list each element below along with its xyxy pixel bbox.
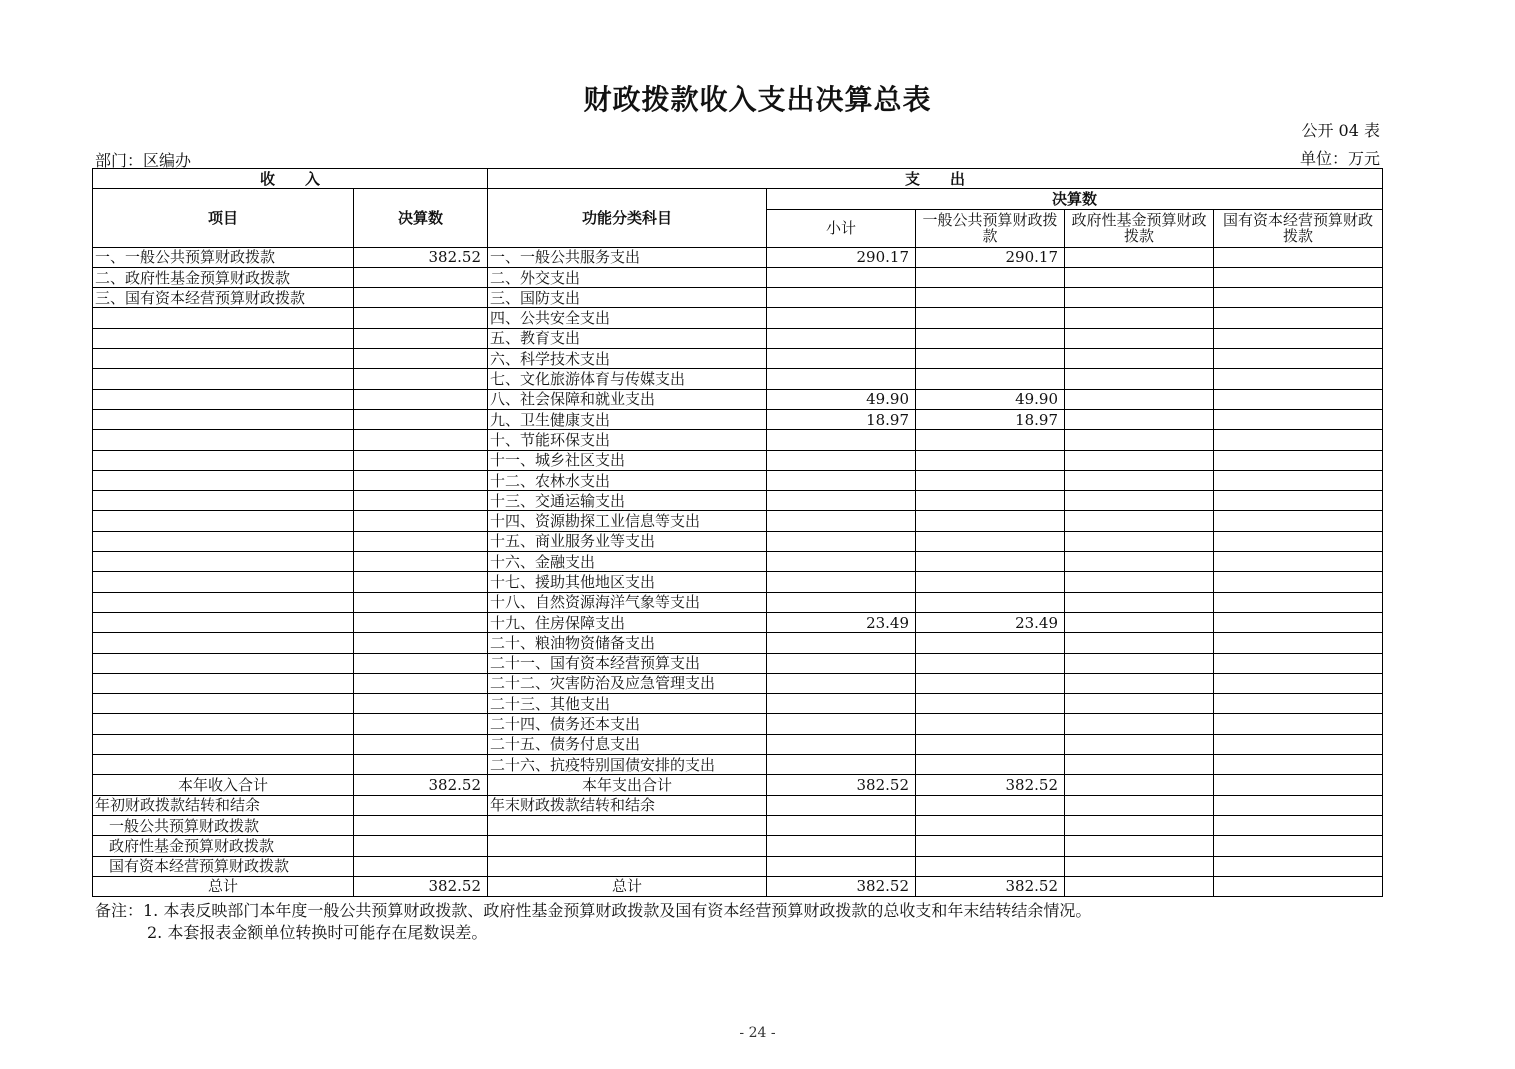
table-cell — [1214, 572, 1383, 592]
table-cell — [767, 349, 916, 369]
table-cell — [1065, 267, 1214, 287]
table-cell: 23.49 — [767, 612, 916, 632]
table-row — [93, 328, 1383, 348]
table-row — [93, 694, 1383, 714]
table-cell — [1214, 531, 1383, 551]
table-cell: 二、外交支出 — [488, 267, 767, 287]
table-cell — [354, 694, 488, 714]
table-cell — [916, 328, 1065, 348]
table-cell — [1065, 734, 1214, 754]
table-cell — [93, 450, 354, 470]
table-cell — [93, 511, 354, 531]
table-cell — [93, 612, 354, 632]
table-cell — [354, 592, 488, 612]
table-cell — [354, 755, 488, 775]
note-2: 2. 本套报表金额单位转换时可能存在尾数误差。 — [147, 923, 488, 942]
table-row — [93, 267, 1383, 287]
table-cell: 382.52 — [916, 775, 1065, 795]
table-cell — [767, 673, 916, 693]
table-cell — [1065, 389, 1214, 409]
table-cell — [93, 653, 354, 673]
table-cell: 十八、自然资源海洋气象等支出 — [488, 592, 767, 612]
table-cell — [916, 795, 1065, 815]
table-cell — [1065, 450, 1214, 470]
table-row — [93, 450, 1383, 470]
table-cell — [1214, 247, 1383, 267]
table-cell — [354, 328, 488, 348]
general-header: 一般公共预算财政拨款 — [916, 209, 1065, 247]
table-cell — [916, 714, 1065, 734]
table-row — [93, 288, 1383, 308]
table-cell — [354, 653, 488, 673]
table-cell: 382.52 — [916, 876, 1065, 896]
table-row — [93, 531, 1383, 551]
table-cell: 九、卫生健康支出 — [488, 409, 767, 429]
table-cell — [1065, 288, 1214, 308]
table-cell — [1065, 694, 1214, 714]
table-cell — [1065, 430, 1214, 450]
table-cell — [916, 531, 1065, 551]
table-cell — [767, 836, 916, 856]
table-cell — [767, 714, 916, 734]
table-cell — [916, 633, 1065, 653]
table-cell — [1214, 815, 1383, 835]
table-cell: 290.17 — [767, 247, 916, 267]
table-cell — [93, 470, 354, 490]
table-cell — [1065, 308, 1214, 328]
table-cell — [916, 694, 1065, 714]
unit-label: 单位：万元 — [1299, 149, 1380, 168]
table-cell — [1214, 308, 1383, 328]
table-cell — [916, 592, 1065, 612]
table-cell — [767, 328, 916, 348]
table-cell — [354, 552, 488, 572]
table-cell — [916, 369, 1065, 389]
table-cell — [93, 673, 354, 693]
table-row — [93, 389, 1383, 409]
table-cell — [767, 633, 916, 653]
table-cell — [767, 288, 916, 308]
table-cell — [93, 491, 354, 511]
table-cell — [916, 308, 1065, 328]
table-cell: 十六、金融支出 — [488, 552, 767, 572]
table-cell — [1214, 876, 1383, 896]
table-cell — [1065, 775, 1214, 795]
table-row — [93, 369, 1383, 389]
table-cell — [1214, 775, 1383, 795]
table-row — [93, 247, 1383, 267]
subtotal-header: 小计 — [767, 209, 916, 247]
table-cell — [1065, 876, 1214, 896]
table-row — [93, 491, 1383, 511]
table-cell — [1214, 836, 1383, 856]
fund-header: 政府性基金预算财政拨款 — [1065, 209, 1214, 247]
table-row — [93, 470, 1383, 490]
table-cell — [354, 815, 488, 835]
item-header: 项目 — [93, 189, 354, 247]
table-cell: 382.52 — [767, 876, 916, 896]
table-cell: 十、节能环保支出 — [488, 430, 767, 450]
table-cell — [916, 267, 1065, 287]
table-cell: 十五、商业服务业等支出 — [488, 531, 767, 551]
table-cell — [916, 673, 1065, 693]
table-cell — [488, 836, 767, 856]
table-cell — [767, 491, 916, 511]
table-row — [93, 572, 1383, 592]
table-cell — [1214, 755, 1383, 775]
table-cell: 二十三、其他支出 — [488, 694, 767, 714]
table-cell — [1214, 592, 1383, 612]
table-cell: 十二、农林水支出 — [488, 470, 767, 490]
table-cell — [93, 349, 354, 369]
table-cell — [1214, 612, 1383, 632]
table-cell: 五、教育支出 — [488, 328, 767, 348]
table-row — [93, 714, 1383, 734]
table-cell — [916, 470, 1065, 490]
table-cell — [354, 369, 488, 389]
table-cell — [354, 308, 488, 328]
table-cell — [1065, 714, 1214, 734]
table-cell: 二十四、债务还本支出 — [488, 714, 767, 734]
table-cell — [1214, 470, 1383, 490]
table-cell: 十一、城乡社区支出 — [488, 450, 767, 470]
table-cell: 二十五、债务付息支出 — [488, 734, 767, 754]
table-cell: 本年支出合计 — [488, 775, 767, 795]
table-cell — [767, 734, 916, 754]
table-cell — [1065, 673, 1214, 693]
table-cell: 18.97 — [916, 409, 1065, 429]
table-cell: 382.52 — [354, 247, 488, 267]
table-cell — [767, 531, 916, 551]
table-cell — [93, 430, 354, 450]
table-cell — [354, 795, 488, 815]
table-cell: 总计 — [93, 876, 354, 896]
table-cell: 十九、住房保障支出 — [488, 612, 767, 632]
table-cell — [1065, 653, 1214, 673]
table-cell: 一、一般公共预算财政拨款 — [93, 247, 354, 267]
table-cell — [354, 389, 488, 409]
table-cell — [767, 369, 916, 389]
table-cell — [354, 470, 488, 490]
table-cell — [1065, 531, 1214, 551]
table-cell — [354, 288, 488, 308]
table-row — [93, 755, 1383, 775]
table-cell — [767, 815, 916, 835]
table-row — [93, 592, 1383, 612]
table-cell — [93, 389, 354, 409]
page-title: 财政拨款收入支出决算总表 — [583, 83, 932, 116]
table-cell — [916, 815, 1065, 835]
table-cell: 六、科学技术支出 — [488, 349, 767, 369]
table-cell — [1214, 430, 1383, 450]
table-cell — [93, 633, 354, 653]
table-row — [93, 775, 1383, 795]
table-cell — [354, 612, 488, 632]
table-cell: 年初财政拨款结转和结余 — [93, 795, 354, 815]
table-row — [93, 815, 1383, 835]
table-cell — [93, 734, 354, 754]
table-row — [93, 876, 1383, 896]
table-cell — [767, 592, 916, 612]
table-cell — [1214, 734, 1383, 754]
table-cell: 二、政府性基金预算财政拨款 — [93, 267, 354, 287]
table-cell — [1065, 470, 1214, 490]
table-cell — [916, 450, 1065, 470]
table-cell — [1214, 288, 1383, 308]
table-cell: 18.97 — [767, 409, 916, 429]
table-cell — [93, 592, 354, 612]
table-cell — [1214, 552, 1383, 572]
final-header: 决算数 — [767, 189, 1383, 209]
amount-header: 决算数 — [354, 189, 488, 247]
table-cell — [354, 714, 488, 734]
table-cell — [1214, 673, 1383, 693]
table-cell: 49.90 — [916, 389, 1065, 409]
table-cell — [354, 734, 488, 754]
table-cell — [1214, 694, 1383, 714]
table-cell — [1214, 389, 1383, 409]
table-row — [93, 734, 1383, 754]
table-cell — [1214, 349, 1383, 369]
table-cell: 二十一、国有资本经营预算支出 — [488, 653, 767, 673]
table-cell — [1214, 369, 1383, 389]
table-cell — [93, 755, 354, 775]
table-cell: 三、国防支出 — [488, 288, 767, 308]
table-cell — [1214, 633, 1383, 653]
table-cell — [916, 430, 1065, 450]
table-cell — [354, 511, 488, 531]
notes — [95, 900, 1091, 944]
table-cell — [354, 856, 488, 876]
table-cell — [916, 755, 1065, 775]
table-row — [93, 856, 1383, 876]
table-cell — [1214, 714, 1383, 734]
table-cell — [916, 349, 1065, 369]
table-cell: 49.90 — [767, 389, 916, 409]
table-cell: 一、一般公共服务支出 — [488, 247, 767, 267]
table-cell — [916, 288, 1065, 308]
table-row — [93, 653, 1383, 673]
table-cell — [1065, 612, 1214, 632]
budget-table — [92, 168, 1383, 897]
table-row — [93, 349, 1383, 369]
table-cell — [1214, 267, 1383, 287]
table-cell — [1214, 856, 1383, 876]
table-cell — [93, 328, 354, 348]
table-cell — [1065, 349, 1214, 369]
table-cell: 382.52 — [767, 775, 916, 795]
soe-header: 国有资本经营预算财政拨款 — [1214, 209, 1383, 247]
table-cell — [1065, 491, 1214, 511]
table-cell — [1214, 491, 1383, 511]
table-cell — [93, 572, 354, 592]
table-cell: 382.52 — [354, 876, 488, 896]
table-cell: 四、公共安全支出 — [488, 308, 767, 328]
table-cell — [767, 430, 916, 450]
table-cell — [1065, 328, 1214, 348]
table-row — [93, 673, 1383, 693]
table-cell — [354, 572, 488, 592]
table-cell — [354, 633, 488, 653]
table-cell: 国有资本经营预算财政拨款 — [93, 856, 354, 876]
department-label: 部门：区编办 — [95, 151, 192, 170]
table-cell: 382.52 — [354, 775, 488, 795]
table-cell — [1065, 815, 1214, 835]
table-cell — [916, 653, 1065, 673]
table-cell — [1214, 450, 1383, 470]
table-cell — [1065, 755, 1214, 775]
func-header: 功能分类科目 — [488, 189, 767, 247]
table-row — [93, 836, 1383, 856]
table-cell — [1065, 572, 1214, 592]
table-cell: 年末财政拨款结转和结余 — [488, 795, 767, 815]
table-cell — [767, 552, 916, 572]
table-row — [93, 795, 1383, 815]
table-cell — [1065, 592, 1214, 612]
table-cell — [354, 267, 488, 287]
table-cell — [93, 409, 354, 429]
table-cell — [354, 409, 488, 429]
table-cell — [767, 470, 916, 490]
table-cell: 十三、交通运输支出 — [488, 491, 767, 511]
table-cell — [354, 450, 488, 470]
table-cell: 政府性基金预算财政拨款 — [93, 836, 354, 856]
table-cell — [354, 531, 488, 551]
table-cell — [1065, 552, 1214, 572]
table-cell: 二十六、抗疫特别国债安排的支出 — [488, 755, 767, 775]
table-cell — [767, 795, 916, 815]
table-cell: 一般公共预算财政拨款 — [93, 815, 354, 835]
table-row — [93, 409, 1383, 429]
table-cell — [767, 511, 916, 531]
table-cell — [354, 430, 488, 450]
table-cell: 二十、粮油物资储备支出 — [488, 633, 767, 653]
table-row — [93, 552, 1383, 572]
table-cell — [93, 714, 354, 734]
table-cell — [767, 653, 916, 673]
table-cell — [1065, 247, 1214, 267]
table-cell — [93, 531, 354, 551]
table-cell — [767, 856, 916, 876]
table-cell — [916, 552, 1065, 572]
table-cell — [488, 815, 767, 835]
table-cell — [1065, 511, 1214, 531]
form-number: 公开 04 表 — [1301, 121, 1380, 140]
table-row — [93, 633, 1383, 653]
table-cell — [93, 552, 354, 572]
table-cell: 本年收入合计 — [93, 775, 354, 795]
table-cell — [1214, 795, 1383, 815]
table-cell — [93, 694, 354, 714]
table-cell — [916, 511, 1065, 531]
table-cell — [354, 349, 488, 369]
table-cell — [1214, 328, 1383, 348]
table-cell — [1065, 409, 1214, 429]
table-cell — [916, 734, 1065, 754]
table-cell: 23.49 — [916, 612, 1065, 632]
table-cell — [767, 755, 916, 775]
table-cell — [1214, 511, 1383, 531]
table-cell: 十七、援助其他地区支出 — [488, 572, 767, 592]
table-cell: 三、国有资本经营预算财政拨款 — [93, 288, 354, 308]
table-cell: 七、文化旅游体育与传媒支出 — [488, 369, 767, 389]
table-cell — [354, 673, 488, 693]
table-row — [93, 308, 1383, 328]
table-cell — [1065, 836, 1214, 856]
table-cell — [767, 267, 916, 287]
table-cell — [1065, 633, 1214, 653]
table-cell — [488, 856, 767, 876]
table-cell — [93, 369, 354, 389]
table-cell — [1214, 409, 1383, 429]
table-cell — [916, 572, 1065, 592]
table-cell — [1214, 653, 1383, 673]
table-cell: 290.17 — [916, 247, 1065, 267]
table-cell — [93, 308, 354, 328]
table-cell — [354, 836, 488, 856]
table-row — [93, 612, 1383, 632]
table-cell: 八、社会保障和就业支出 — [488, 389, 767, 409]
table-cell — [1065, 856, 1214, 876]
table-row — [93, 511, 1383, 531]
table-cell — [767, 694, 916, 714]
expense-header: 支 出 — [488, 169, 1383, 189]
table-cell — [1065, 795, 1214, 815]
note-1: 备注：1. 本表反映部门本年度一般公共预算财政拨款、政府性基金预算财政拨款及国有资本经营预算财政拨款的总收支和年末结转结余情况。 — [95, 901, 1092, 920]
table-cell — [1065, 369, 1214, 389]
table-cell — [767, 450, 916, 470]
table-cell: 十四、资源勘探工业信息等支出 — [488, 511, 767, 531]
income-header: 收 入 — [93, 169, 488, 189]
table-cell — [916, 856, 1065, 876]
table-cell: 二十二、灾害防治及应急管理支出 — [488, 673, 767, 693]
table-row — [93, 430, 1383, 450]
table-cell: 总计 — [488, 876, 767, 896]
table-cell — [354, 491, 488, 511]
table-cell — [767, 308, 916, 328]
table-cell — [916, 836, 1065, 856]
table-cell — [916, 491, 1065, 511]
page-number: - 24 - — [739, 1025, 776, 1041]
table-cell — [767, 572, 916, 592]
